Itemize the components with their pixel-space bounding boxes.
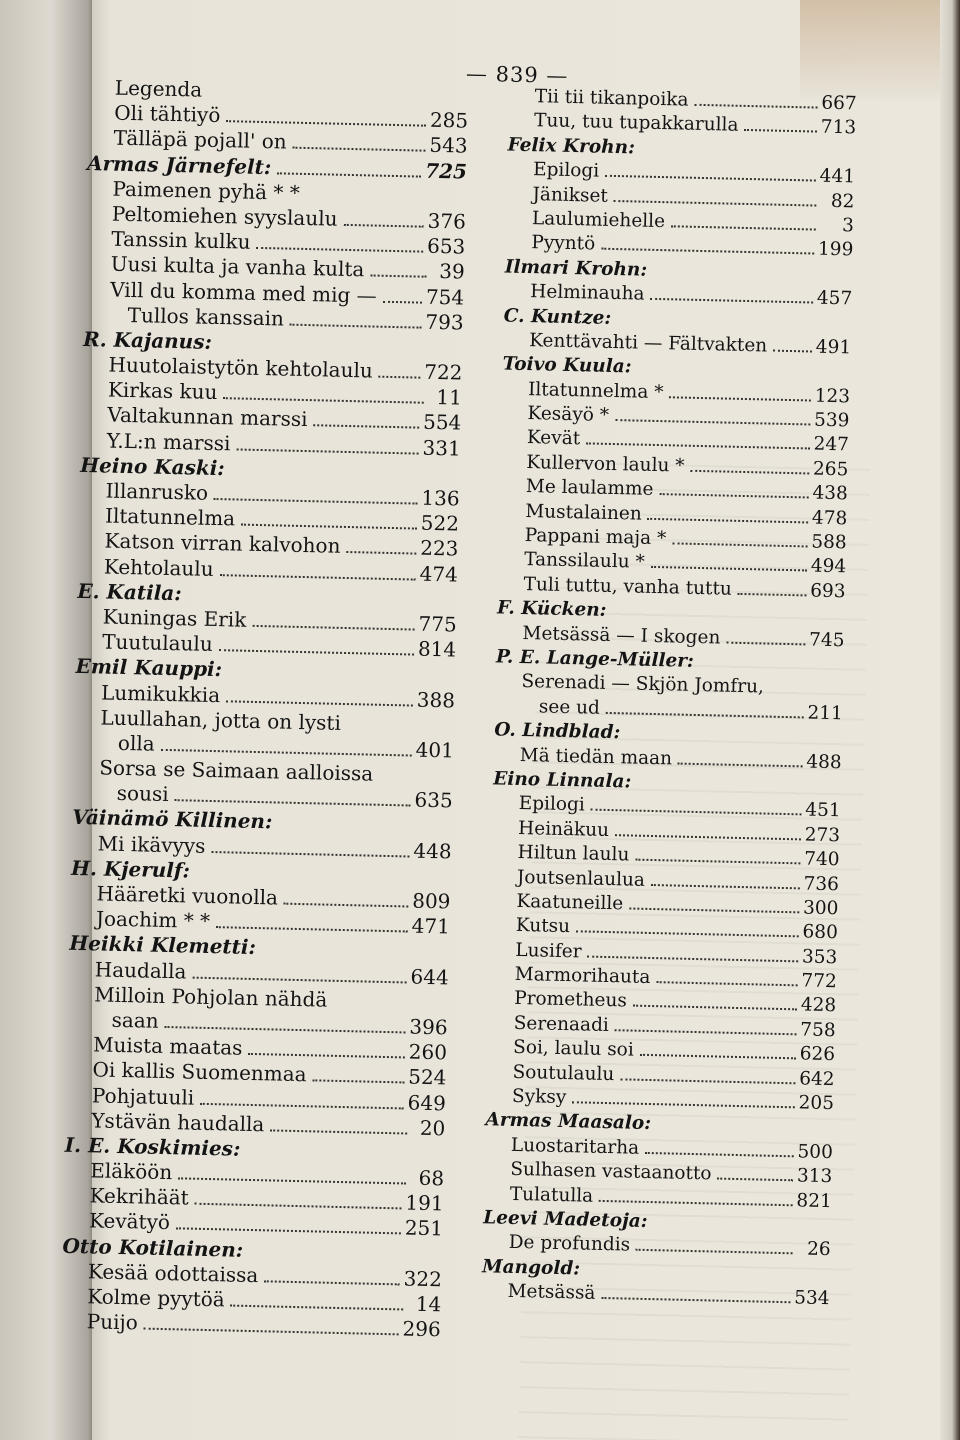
dot-leader bbox=[256, 247, 423, 253]
dot-leader bbox=[216, 926, 408, 932]
song-title: Pappani maja * bbox=[524, 525, 667, 550]
song-title: Tullos kanssain bbox=[127, 302, 285, 331]
song-title: Mä tiedän maan bbox=[519, 744, 673, 769]
dot-leader bbox=[615, 419, 810, 425]
page-reference: 644 bbox=[410, 964, 450, 989]
composer-name: Armas Järnefelt: bbox=[86, 150, 272, 179]
song-title: Hääretki vuonolla bbox=[96, 881, 279, 910]
page-reference: 758 bbox=[800, 1019, 836, 1042]
page-reference: 353 bbox=[801, 946, 838, 968]
song-title: Hiltun laulu bbox=[517, 842, 630, 866]
page-reference: 736 bbox=[803, 872, 840, 895]
composer-name: I. E. Koskimies: bbox=[64, 1132, 241, 1161]
song-title: Tanssilaulu * bbox=[523, 549, 645, 574]
composer-name: E. Katila: bbox=[77, 578, 182, 606]
page-reference: 82 bbox=[830, 190, 855, 212]
song-title: Serenadi — Skjön Jomfru, bbox=[521, 671, 765, 698]
composer-name: Emil Kauppi: bbox=[75, 654, 223, 682]
song-title: Peltomiehen syyslaulu bbox=[111, 201, 338, 231]
dot-leader bbox=[231, 1305, 404, 1311]
page-reference: 642 bbox=[798, 1068, 835, 1090]
song-title: Illanrusko bbox=[105, 478, 209, 505]
song-title: Serenaadi bbox=[513, 1012, 610, 1036]
page-reference: 474 bbox=[419, 561, 459, 587]
dot-leader bbox=[694, 104, 817, 109]
song-title: Legenda bbox=[114, 75, 203, 102]
song-title: Kolme pyytöä bbox=[87, 1284, 226, 1312]
dot-leader bbox=[671, 225, 816, 230]
page-reference: 713 bbox=[820, 117, 857, 139]
dot-leader bbox=[192, 976, 406, 983]
dot-leader bbox=[601, 248, 814, 255]
song-title: Kehtolaulu bbox=[103, 554, 214, 581]
song-title: Kevät bbox=[526, 427, 581, 450]
page-reference: 494 bbox=[810, 555, 847, 578]
song-title: Soutulaulu bbox=[512, 1061, 615, 1085]
page-reference: 441 bbox=[819, 165, 856, 188]
dot-leader bbox=[587, 955, 797, 962]
page-reference: 388 bbox=[416, 687, 456, 712]
song-title: Oi kallis Suomenmaa bbox=[92, 1057, 307, 1087]
song-title: Haudalla bbox=[94, 956, 187, 984]
composer-name: Otto Kotilainen: bbox=[62, 1233, 244, 1262]
dot-leader bbox=[648, 517, 808, 523]
page-reference: 322 bbox=[403, 1266, 443, 1292]
page-reference: 39 bbox=[439, 259, 466, 284]
page-reference: 471 bbox=[411, 913, 451, 939]
dot-leader bbox=[241, 524, 417, 530]
dot-leader bbox=[383, 300, 422, 303]
dot-leader bbox=[606, 712, 804, 718]
song-title: Jänikset bbox=[532, 183, 609, 207]
song-title: Kevätyö bbox=[88, 1208, 171, 1235]
page-reference: 457 bbox=[816, 287, 853, 310]
dot-leader bbox=[176, 1228, 401, 1235]
dot-leader bbox=[656, 981, 797, 986]
index-page bbox=[39, 31, 900, 1439]
song-title: Kullervon laulu * bbox=[526, 451, 685, 477]
composer-name: Ilmari Krohn: bbox=[504, 256, 648, 281]
page-reference: 401 bbox=[415, 737, 455, 763]
composer-name: O. Lindblad: bbox=[494, 719, 621, 744]
composer-name: Toivo Kuula: bbox=[502, 353, 632, 378]
dot-leader bbox=[236, 448, 418, 454]
song-title: Lusifer bbox=[515, 939, 582, 963]
page-reference: 539 bbox=[813, 409, 850, 432]
page-reference: 451 bbox=[805, 799, 841, 822]
page-reference: 191 bbox=[405, 1190, 444, 1216]
page-edge-shadow bbox=[940, 0, 960, 1440]
dot-leader bbox=[591, 809, 802, 816]
page-reference: 793 bbox=[425, 309, 464, 335]
song-title: Oli tähtiyö bbox=[113, 100, 221, 128]
song-title: Epilogi bbox=[518, 793, 585, 816]
song-title: Puijo bbox=[86, 1309, 139, 1335]
song-title: Milloin Pohjolan nähdä bbox=[93, 982, 328, 1012]
dot-leader bbox=[200, 1102, 404, 1109]
dot-leader bbox=[248, 1053, 404, 1059]
page-reference: 331 bbox=[422, 435, 462, 461]
page-reference: 626 bbox=[799, 1043, 836, 1066]
dot-leader bbox=[165, 1026, 406, 1033]
composer-name: Eino Linnala: bbox=[493, 768, 632, 793]
song-title: Katson virran kalvohon bbox=[104, 528, 341, 559]
dot-leader bbox=[284, 903, 408, 908]
page-reference: 3 bbox=[841, 215, 855, 237]
page-reference: 693 bbox=[810, 580, 846, 603]
song-title: Kenttävahti — Fältvakten bbox=[528, 329, 768, 357]
page-reference: 680 bbox=[802, 921, 839, 944]
page-reference: 725 bbox=[425, 158, 468, 184]
song-title: Ystävän haudalla bbox=[91, 1108, 265, 1136]
dot-leader bbox=[645, 1152, 793, 1157]
page-reference: 296 bbox=[402, 1316, 442, 1342]
dot-leader bbox=[651, 883, 800, 888]
composer-name: H. Kjerulf: bbox=[70, 855, 191, 883]
page-reference: 136 bbox=[421, 485, 460, 511]
song-title: see ud bbox=[538, 696, 601, 719]
page-reference: 522 bbox=[420, 510, 460, 536]
song-title: Kaatuneille bbox=[516, 890, 624, 915]
page-reference: 438 bbox=[812, 482, 849, 505]
dot-leader bbox=[214, 498, 417, 505]
dot-leader bbox=[614, 200, 817, 207]
page-reference: 745 bbox=[808, 629, 845, 651]
dot-leader bbox=[219, 649, 414, 655]
page-reference: 251 bbox=[404, 1215, 444, 1241]
page-reference: 478 bbox=[811, 507, 848, 529]
song-title: Marmorihauta bbox=[514, 963, 651, 989]
song-title: Me laulamme bbox=[525, 476, 654, 501]
song-title: Luullahan, jotta on lysti bbox=[100, 705, 342, 735]
page-reference: 273 bbox=[804, 824, 841, 846]
page-reference: 211 bbox=[807, 702, 844, 725]
page-reference: 123 bbox=[814, 385, 851, 408]
song-title: Metsässä — I skogen bbox=[522, 622, 721, 649]
composer-name: Heikki Klemetti: bbox=[69, 931, 257, 960]
page-reference: 814 bbox=[417, 636, 457, 662]
dot-leader bbox=[635, 859, 800, 865]
right-index-column bbox=[481, 85, 857, 1312]
song-title: Prometheus bbox=[514, 988, 628, 1012]
composer-name: Felix Krohn: bbox=[507, 134, 636, 159]
page-reference: 11 bbox=[436, 385, 463, 410]
page-reference: 223 bbox=[419, 536, 459, 561]
song-title: Y.L:n marssi bbox=[106, 428, 231, 455]
page-reference: 775 bbox=[418, 611, 458, 637]
dot-leader bbox=[726, 641, 805, 645]
dot-leader bbox=[605, 175, 816, 182]
composer-name: C. Kuntze: bbox=[503, 305, 612, 329]
dot-leader bbox=[576, 931, 798, 938]
song-title: sousi bbox=[116, 781, 169, 807]
dot-leader bbox=[277, 172, 421, 177]
song-title: De profundis bbox=[508, 1232, 631, 1256]
composer-name: Mangold: bbox=[481, 1256, 581, 1280]
dot-leader bbox=[379, 376, 421, 379]
dot-leader bbox=[636, 1249, 793, 1255]
song-title: Pyyntö bbox=[531, 232, 596, 255]
dot-leader bbox=[313, 425, 419, 429]
page-reference: 543 bbox=[429, 133, 468, 159]
page-reference: 300 bbox=[802, 897, 839, 920]
page-reference: 821 bbox=[796, 1189, 832, 1212]
page-reference: 313 bbox=[796, 1165, 833, 1188]
page-reference: 428 bbox=[800, 994, 837, 1017]
dot-leader bbox=[195, 1203, 402, 1210]
page-reference: 809 bbox=[411, 888, 451, 914]
page-reference: 20 bbox=[419, 1115, 446, 1141]
page-reference: 635 bbox=[414, 787, 454, 813]
song-title: Metsässä bbox=[507, 1280, 596, 1304]
song-title: Kekrihäät bbox=[89, 1183, 190, 1210]
page-reference: 265 bbox=[812, 458, 849, 481]
song-title: Mustalainen bbox=[525, 500, 642, 525]
dot-leader bbox=[144, 1328, 399, 1336]
page-reference: 524 bbox=[407, 1064, 447, 1090]
dot-leader bbox=[219, 574, 415, 580]
dot-leader bbox=[346, 551, 416, 555]
song-title: Kesää odottaissa bbox=[87, 1259, 259, 1287]
dot-leader bbox=[615, 834, 801, 840]
song-title: Sulhasen vastaanotto bbox=[510, 1159, 712, 1185]
dot-leader bbox=[161, 749, 412, 757]
song-title: Tii tii tikanpoika bbox=[534, 86, 689, 111]
page-reference: 247 bbox=[813, 434, 850, 456]
dot-leader bbox=[717, 1178, 792, 1182]
song-title: Syksy bbox=[511, 1085, 567, 1109]
song-title: Iltatunnelma bbox=[104, 503, 236, 531]
song-title: Pohjatuuli bbox=[91, 1082, 195, 1110]
page-reference: 653 bbox=[426, 233, 466, 259]
page-reference: 667 bbox=[821, 92, 857, 115]
page-reference: 500 bbox=[797, 1141, 834, 1163]
dot-leader bbox=[669, 396, 810, 401]
dot-leader bbox=[690, 470, 809, 475]
dot-leader bbox=[226, 120, 426, 127]
dot-leader bbox=[223, 397, 424, 404]
dot-leader bbox=[615, 1029, 797, 1035]
song-title: Paimenen pyhä * * bbox=[112, 176, 301, 205]
song-title: Tanssin kulku bbox=[111, 226, 251, 254]
song-title: saan bbox=[111, 1007, 159, 1033]
dot-leader bbox=[312, 1080, 404, 1084]
composer-name: R. Kajanus: bbox=[82, 326, 213, 354]
page-reference: 205 bbox=[798, 1092, 835, 1115]
song-title: Valtakunnan marssi bbox=[107, 402, 308, 432]
song-title: Tulatulla bbox=[509, 1183, 594, 1207]
song-title: Tuu, tuu tupakkarulla bbox=[533, 110, 739, 137]
page-reference: 722 bbox=[423, 359, 463, 385]
dot-leader bbox=[633, 1005, 797, 1011]
dot-leader bbox=[650, 298, 812, 304]
dot-leader bbox=[586, 443, 809, 450]
song-title: Huutolaistytön kehtolaulu bbox=[108, 352, 374, 383]
dot-leader bbox=[211, 851, 409, 857]
page-reference: 649 bbox=[407, 1090, 447, 1115]
dot-leader bbox=[178, 1177, 406, 1184]
page-reference: 740 bbox=[803, 848, 840, 871]
page-reference: 554 bbox=[422, 410, 462, 435]
dot-leader bbox=[601, 1297, 790, 1303]
page-reference: 14 bbox=[415, 1291, 442, 1317]
dot-leader bbox=[738, 593, 806, 597]
song-title: Tälläpä pojall' on bbox=[113, 125, 287, 154]
song-title: Soi, laulu soi bbox=[512, 1037, 634, 1061]
song-title: Heinäkuu bbox=[517, 817, 610, 841]
song-title: Helminauha bbox=[530, 281, 645, 305]
page-reference: 448 bbox=[413, 838, 452, 864]
page-reference: 491 bbox=[815, 336, 852, 359]
song-title: Epilogi bbox=[532, 159, 600, 182]
page-reference: 285 bbox=[429, 107, 469, 133]
song-title: Kuningas Erik bbox=[102, 604, 247, 632]
dot-leader bbox=[264, 1280, 399, 1285]
composer-name: Armas Maasalo: bbox=[485, 1109, 652, 1135]
song-title: Sorsa se Saimaan aalloissa bbox=[99, 755, 374, 786]
dot-leader bbox=[620, 1078, 795, 1084]
page-reference: 68 bbox=[418, 1165, 445, 1191]
dot-leader bbox=[226, 700, 413, 706]
composer-name: Väinämö Killinen: bbox=[71, 805, 273, 834]
song-title: Laulumiehelle bbox=[531, 208, 666, 233]
composer-name: F. Kücken: bbox=[496, 597, 607, 622]
dot-leader bbox=[651, 566, 807, 572]
composer-name: Heino Kaski: bbox=[79, 452, 226, 481]
page-number: — 839 — bbox=[465, 61, 569, 88]
page-reference: 772 bbox=[801, 970, 837, 993]
left-index-column bbox=[61, 75, 469, 1343]
song-title: Joachim * * bbox=[95, 906, 211, 934]
dot-leader bbox=[744, 129, 816, 133]
composer-name: Leevi Madetoja: bbox=[483, 1207, 648, 1232]
dot-leader bbox=[672, 542, 807, 547]
page-reference: 376 bbox=[427, 208, 467, 234]
song-title: Luostaritarha bbox=[510, 1134, 640, 1159]
composer-name: P. E. Lange-Müller: bbox=[495, 646, 695, 672]
page-reference: 26 bbox=[806, 1238, 831, 1261]
song-title: Lumikukkia bbox=[100, 679, 221, 707]
dot-leader bbox=[293, 147, 426, 152]
dot-leader bbox=[175, 799, 411, 806]
song-title: olla bbox=[117, 730, 155, 756]
song-title: Iltatunnelma * bbox=[527, 378, 664, 403]
song-title: Tuli tuttu, vanha tuttu bbox=[523, 573, 733, 600]
dot-leader bbox=[773, 350, 812, 353]
song-title: Mi ikävyys bbox=[97, 831, 206, 858]
dot-leader bbox=[659, 493, 808, 498]
song-title: Kirkas kuu bbox=[107, 377, 218, 405]
dot-leader bbox=[370, 275, 426, 278]
dot-leader bbox=[678, 762, 802, 767]
song-title: Vill du komma med mig — bbox=[109, 277, 378, 308]
song-title: Joutsenlaulua bbox=[516, 866, 646, 891]
dot-leader bbox=[270, 1129, 407, 1134]
page-reference: 488 bbox=[806, 751, 842, 773]
dot-leader bbox=[629, 907, 799, 913]
page-reference: 260 bbox=[408, 1039, 448, 1065]
song-title: Eläköön bbox=[89, 1158, 173, 1185]
page-reference: 754 bbox=[425, 284, 465, 310]
dot-leader bbox=[343, 224, 423, 228]
song-title: Uusi kulta ja vanha kulta bbox=[110, 251, 365, 282]
song-title: Muista maatas bbox=[92, 1032, 243, 1060]
dot-leader bbox=[640, 1054, 796, 1060]
page-reference: 588 bbox=[811, 531, 847, 554]
dot-leader bbox=[290, 323, 421, 328]
song-title: Kutsu bbox=[515, 915, 571, 938]
page-reference: 396 bbox=[409, 1014, 448, 1040]
dot-leader bbox=[252, 625, 414, 631]
dot-leader bbox=[572, 1101, 794, 1108]
song-title: Tuutulaulu bbox=[101, 629, 213, 657]
song-title: Kesäyö * bbox=[527, 403, 610, 426]
dot-leader bbox=[599, 1199, 792, 1205]
page-reference: 199 bbox=[817, 238, 854, 261]
page-reference: 534 bbox=[793, 1287, 830, 1310]
